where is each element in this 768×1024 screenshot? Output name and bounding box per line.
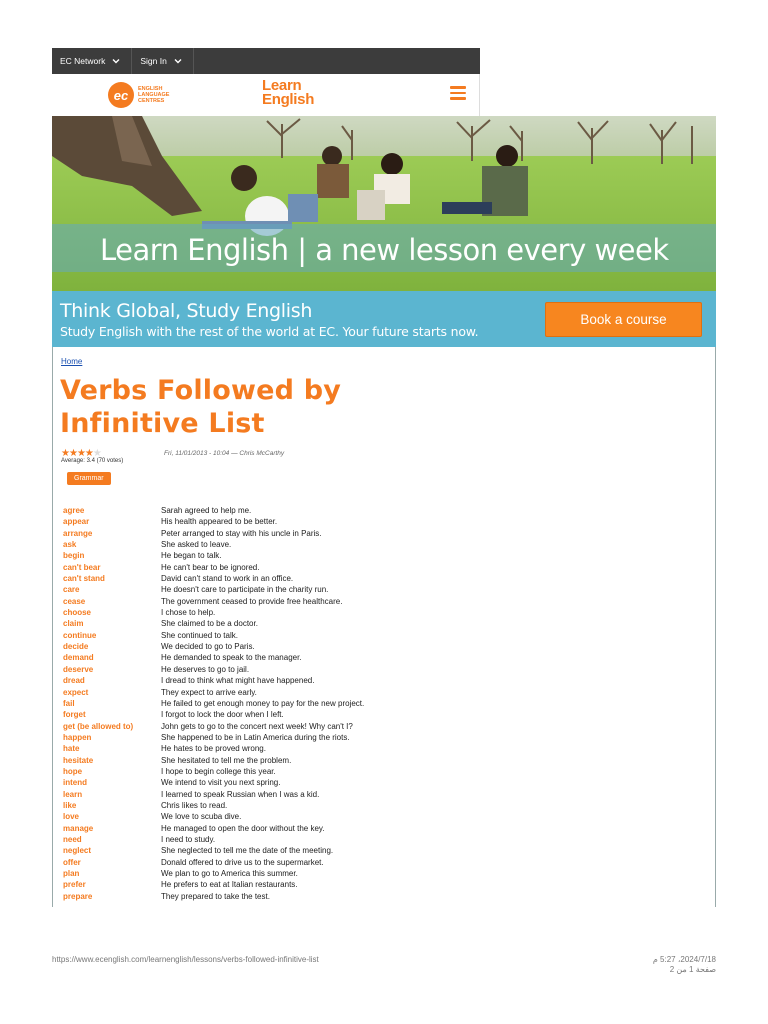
verb-link[interactable]: ask	[63, 540, 77, 550]
verb-example: Chris likes to read.	[161, 800, 228, 810]
star-icon: ★	[76, 448, 85, 459]
verb-example: We plan to go to America this summer.	[161, 869, 298, 878]
promo-title: Think Global, Study English	[60, 300, 313, 322]
verb-example: He hates to be proved wrong.	[161, 744, 266, 754]
verb-example: She happened to be in Latin America during the riots.	[161, 732, 350, 742]
verb-link[interactable]: manage	[63, 823, 94, 833]
learn-english-logo-line1: Learn	[262, 77, 302, 94]
verb-example: I forgot to lock the door when I left.	[161, 710, 284, 720]
verb-example: He demanded to speak to the manager.	[161, 653, 302, 663]
verb-example: He managed to open the door without the key.	[161, 823, 325, 833]
verb-link[interactable]: dread	[63, 676, 85, 686]
verb-example: She continued to talk.	[161, 630, 238, 640]
verb-link[interactable]: choose	[63, 608, 92, 618]
hero-banner	[52, 116, 716, 291]
verb-link[interactable]: cease	[63, 596, 86, 606]
sign-in-label: Sign In	[140, 56, 167, 66]
verb-link[interactable]: forget	[63, 710, 86, 720]
chevron-down-icon	[173, 56, 183, 66]
verb-link[interactable]: like	[63, 800, 77, 810]
breadcrumb-home[interactable]: Home	[61, 357, 83, 366]
learn-english-logo[interactable]	[262, 79, 314, 107]
verb-link[interactable]: need	[63, 834, 82, 844]
footer-page-count: صفحة 1 من 2	[669, 965, 716, 974]
verb-example: She claimed to be a doctor.	[161, 619, 258, 629]
verb-link[interactable]: can't bear	[63, 562, 101, 572]
ec-network-menu[interactable]	[52, 48, 132, 74]
star-icon: ★	[68, 448, 77, 459]
verb-example: He prefers to eat at Italian restaurants.	[161, 880, 298, 890]
learn-english-logo-line2: English	[262, 91, 315, 108]
verb-link[interactable]: fail	[63, 698, 75, 708]
verb-link[interactable]: intend	[63, 778, 87, 788]
verb-example: I chose to help.	[161, 608, 216, 618]
verb-link[interactable]: claim	[63, 619, 84, 629]
network-bar	[52, 48, 480, 74]
star-icon: ★	[61, 448, 69, 459]
hero-tagline: Learn English | a new lesson every week	[100, 233, 669, 267]
book-course-button[interactable]: Book a course	[545, 302, 702, 337]
article	[52, 347, 716, 907]
verb-link[interactable]: decide	[63, 642, 89, 652]
verb-example: I learned to speak Russian when I was a kid.	[161, 789, 320, 799]
verb-example: We intend to visit you next spring.	[161, 778, 281, 788]
ec-logo-text: ENGLISH LANGUAGE CENTRES	[138, 86, 170, 104]
verb-link[interactable]: prefer	[63, 880, 86, 890]
verb-example: She hesitated to tell me the problem.	[161, 755, 292, 765]
verb-link[interactable]: prepare	[63, 891, 93, 901]
verb-link[interactable]: care	[63, 585, 80, 595]
verb-link[interactable]: arrange	[63, 528, 93, 538]
ec-network-label: EC Network	[60, 56, 106, 66]
verb-example: They prepared to take the test.	[161, 891, 270, 901]
verb-example: He deserves to go to jail.	[161, 664, 250, 674]
verb-example: David can't stand to work in an office.	[161, 574, 294, 584]
footer-url: https://www.ecenglish.com/learnenglish/lessons/verbs-followed-infinitive-list	[52, 955, 319, 964]
rating-average: Average: 3.4 (70 votes)	[61, 458, 124, 464]
verb-link[interactable]: hate	[63, 744, 80, 754]
site-header	[52, 74, 480, 116]
verb-example: John gets to go to the concert next week! Why can't I?	[161, 721, 353, 731]
verb-link[interactable]: appear	[63, 517, 90, 527]
chevron-down-icon	[111, 56, 121, 66]
verb-link[interactable]: offer	[63, 857, 81, 867]
promo-subtitle: Study English with the rest of the world at EC. Your future starts now.	[60, 324, 479, 339]
verb-link[interactable]: hope	[63, 766, 83, 776]
verb-example: I need to study.	[161, 834, 216, 844]
grammar-tag[interactable]: Grammar	[67, 472, 111, 485]
verb-link[interactable]: happen	[63, 732, 92, 742]
hamburger-icon[interactable]	[450, 86, 466, 100]
post-meta: Fri, 11/01/2013 - 10:04 — Chris McCarthy	[164, 450, 285, 457]
verb-link[interactable]: love	[63, 812, 80, 822]
verb-example: He can't bear to be ignored.	[161, 562, 260, 572]
verb-link[interactable]: agree	[63, 506, 85, 515]
half-star-icon: ★	[84, 448, 93, 459]
ec-logo[interactable]	[108, 82, 188, 108]
verb-example: His health appeared to be better.	[161, 517, 278, 527]
footer-date-line1: 2024/7/18، 5:27 م	[652, 955, 716, 964]
sign-in-menu[interactable]	[132, 48, 193, 74]
footer-date	[653, 955, 716, 975]
verb-example: Sarah agreed to help me.	[161, 506, 252, 515]
verb-example: She neglected to tell me the date of the meeting.	[161, 846, 334, 856]
verb-link[interactable]: begin	[63, 551, 85, 561]
verb-example: He doesn't care to participate in the charity run.	[161, 585, 329, 595]
ec-logo-mark: ec	[108, 82, 134, 108]
verb-link[interactable]: get (be allowed to)	[63, 721, 134, 731]
verb-example: I dread to think what might have happened.	[161, 676, 315, 686]
star-empty-icon: ★	[92, 448, 101, 459]
verb-example: The government ceased to provide free healthcare.	[161, 596, 343, 606]
verb-link[interactable]: demand	[63, 653, 94, 663]
verb-example: He began to talk.	[161, 551, 222, 561]
promo-bar	[52, 291, 716, 347]
verb-example: He failed to get enough money to pay for the new project.	[161, 698, 365, 708]
verb-example: We decided to go to Paris.	[161, 642, 255, 652]
page-title: Verbs Followed by Infinitive List	[60, 375, 342, 439]
verb-example: Donald offered to drive us to the supermarket.	[161, 857, 324, 867]
verb-link[interactable]: learn	[63, 789, 83, 799]
verb-example: They expect to arrive early.	[161, 687, 257, 697]
verb-example: We love to scuba dive.	[161, 812, 242, 822]
verb-link[interactable]: continue	[63, 630, 97, 640]
verb-link[interactable]: deserve	[63, 664, 94, 674]
verb-link[interactable]: neglect	[63, 846, 92, 856]
verb-link[interactable]: can't stand	[63, 574, 105, 584]
verb-example: Peter arranged to stay with his uncle in Paris.	[161, 528, 322, 538]
verb-example: I hope to begin college this year.	[161, 766, 276, 776]
verb-link[interactable]: expect	[63, 687, 89, 697]
verb-link[interactable]: plan	[63, 869, 80, 878]
verb-link[interactable]: hesitate	[63, 755, 94, 765]
verb-example: She asked to leave.	[161, 540, 232, 550]
